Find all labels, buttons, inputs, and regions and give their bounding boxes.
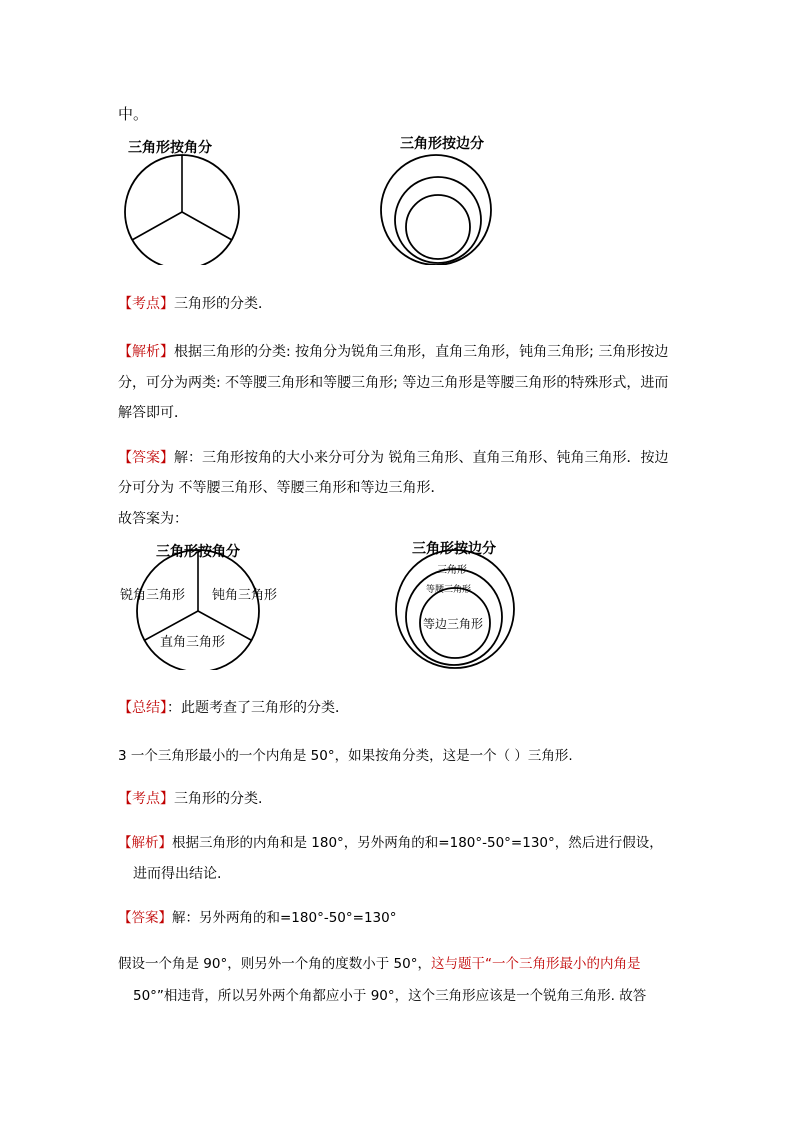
kaodian-2-tag: 【考点】 bbox=[118, 791, 174, 807]
kaodian-1-text: 三角形的分类． bbox=[174, 296, 272, 312]
para-line1-a: 假设一个角是 90°，则另外一个角的度数小于 50°， bbox=[118, 956, 431, 972]
daan-2 bbox=[118, 906, 396, 926]
fig1-angle-title: 三角形按角分 bbox=[128, 140, 212, 156]
jiexi-2-line2: 进而得出结论. bbox=[133, 866, 222, 882]
daan-2-text: 解：另外两角的和=180°-50°=130° bbox=[172, 910, 397, 926]
daan-1-text1: 解：三角形按角的大小来分可分为 锐角三角形、直角三角形、钝角三角形．按边 bbox=[174, 450, 669, 466]
side-outer-circle bbox=[381, 155, 491, 265]
figure-2 bbox=[110, 535, 710, 670]
zongjie-1-tag: 【总结】 bbox=[118, 700, 167, 716]
jiexi-2-line1 bbox=[118, 831, 663, 851]
jiexi-1-line1 bbox=[118, 341, 668, 361]
jiexi-2-tag: 【解析】 bbox=[118, 835, 172, 851]
figure-1 bbox=[110, 130, 710, 265]
kaodian-1 bbox=[118, 293, 272, 313]
zongjie-1 bbox=[118, 697, 349, 717]
obtuse-label: 钝角三角形 bbox=[212, 588, 278, 603]
kaodian-2 bbox=[118, 788, 262, 808]
side-middle-circle bbox=[395, 177, 481, 263]
daan-1-line1 bbox=[118, 447, 668, 467]
jiexi-1-line3: 解答即可． bbox=[118, 405, 188, 421]
intro-char: 中。 bbox=[118, 105, 149, 123]
equilateral-label: 等边三角形 bbox=[423, 617, 484, 631]
jiexi-1-tag: 【解析】 bbox=[118, 344, 174, 360]
triangle-label: 三角形 bbox=[437, 565, 467, 576]
para-line1-b: 这与题干“一个三角形最小的内角是 bbox=[430, 956, 641, 972]
daan-1-line2: 分可分为 不等腰三角形、等腰三角形和等边三角形． bbox=[118, 480, 445, 496]
jiexi-1-line2: 分，可分为两类: 不等腰三角形和等腰三角形; 等边三角形是等腰三角形的特殊形式，进而 bbox=[118, 375, 669, 391]
kaodian-1-tag: 【考点】 bbox=[118, 296, 174, 312]
zongjie-1-text: ：此题考查了三角形的分类． bbox=[167, 700, 349, 716]
jiexi-1-text1: 根据三角形的分类: 按角分为锐角三角形，直角三角形，钝角三角形; 三角形按边 bbox=[174, 344, 669, 360]
acute-label: 锐角三角形 bbox=[120, 588, 186, 603]
question-3: 3 一个三角形最小的一个内角是 50°，如果按角分类，这是一个（ ）三角形. bbox=[118, 748, 573, 764]
side-inner-circle bbox=[406, 195, 470, 259]
kaodian-2-text: 三角形的分类. bbox=[174, 791, 263, 807]
daan-1-line3: 故答案为： bbox=[118, 511, 188, 527]
daan-2-tag: 【答案】 bbox=[118, 910, 172, 926]
fig2-side-title: 三角形按边分 bbox=[412, 541, 496, 557]
fig1-side-title: 三角形按边分 bbox=[400, 136, 484, 152]
right-label: 直角三角形 bbox=[160, 635, 226, 650]
para-line1 bbox=[118, 952, 640, 972]
daan-1-tag: 【答案】 bbox=[118, 450, 174, 466]
isosceles-label: 等腰三角形 bbox=[426, 585, 472, 595]
para-line2: 50°”相违背，所以另外两个角都应小于 90°，这个三角形应该是一个锐角三角形. 故答 bbox=[133, 988, 647, 1004]
angle-divider-right bbox=[182, 212, 232, 240]
angle-divider-left bbox=[132, 212, 182, 240]
fig2-angle-title: 三角形按角分 bbox=[156, 544, 240, 560]
jiexi-2-text1: 根据三角形的内角和是 180°，另外两角的和=180°-50°=130°，然后进行假设， bbox=[172, 835, 663, 851]
